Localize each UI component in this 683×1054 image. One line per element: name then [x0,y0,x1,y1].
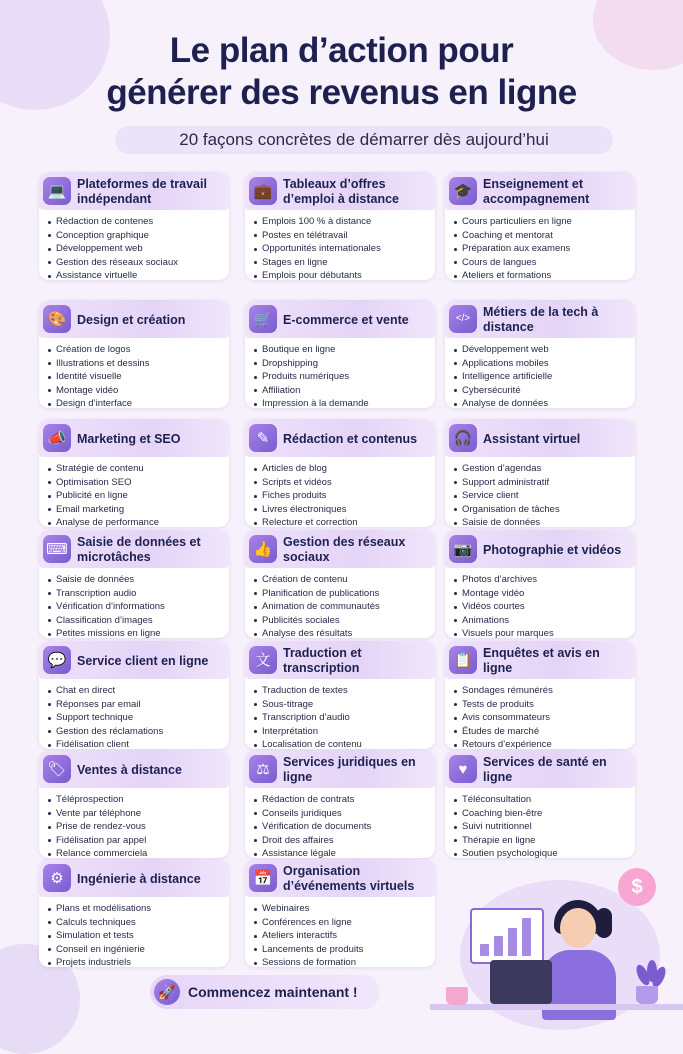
title-line-2: générer des revenus en ligne [106,73,577,112]
card-item-list [453,793,558,861]
list-item: Intelligence artificielle [453,370,552,384]
list-item: Stages en ligne [253,256,381,270]
list-item: Réponses par email [47,698,163,712]
headset-icon: 🎧 [449,424,477,452]
woman-at-laptop-illustration [430,860,683,1024]
card-title: Ventes à distance [77,762,182,777]
list-item: Sondages rémunérés [453,684,553,698]
list-item: Coaching et mentorat [453,229,572,243]
list-item: Prise de rendez-vous [47,820,147,834]
category-card [39,300,229,408]
card-title: Plateformes de travail indépendant [77,177,207,206]
card-item-list [253,684,362,752]
list-item: Visuels pour marques [453,627,554,641]
list-item: Animation de communautés [253,600,380,614]
card-header [245,300,435,338]
card-item-list [253,343,369,411]
category-card [445,641,635,749]
card-item-list [47,462,159,530]
pencil-icon: ✎ [249,424,277,452]
desk [430,1004,683,1010]
card-header [39,419,229,457]
list-item: Conseil en ingénierie [47,943,151,957]
category-card [445,750,635,858]
category-card [445,172,635,280]
keyboard-icon: ⌨ [43,535,71,563]
card-header [39,641,229,679]
list-item: Transcription audio [47,587,165,601]
list-item: Publicités sociales [253,614,380,628]
card-item-list [253,793,371,861]
card-header [39,750,229,788]
list-item: Dropshipping [253,357,369,371]
list-item: Classification d’images [47,614,165,628]
face [560,908,596,948]
list-item: Cours de langues [453,256,572,270]
list-item: Téléconsultation [453,793,558,807]
title-line-1: Le plan d’action pour [169,31,514,70]
list-item: Analyse des résultats [253,627,380,641]
category-card [245,172,435,280]
list-item: Sessions de formation [253,956,363,970]
list-item: Opportunités internationales [253,242,381,256]
list-item: Support technique [47,711,163,725]
list-item: Conférences en ligne [253,916,363,930]
list-item: Design d’interface [47,397,149,411]
list-item: Thérapie en ligne [453,834,558,848]
list-item: Impression à la demande [253,397,369,411]
card-item-list [253,573,380,641]
gear-icon: ⚙ [43,864,71,892]
list-item: Interprétation [253,725,362,739]
list-item: Vidéos courtes [453,600,554,614]
list-item: Simulation et tests [47,929,151,943]
card-header [39,300,229,338]
list-item: Saisie de données [47,573,165,587]
list-item: Applications mobiles [453,357,552,371]
list-item: Boutique en ligne [253,343,369,357]
list-item: Tests de produits [453,698,553,712]
list-item: Téléprospection [47,793,147,807]
list-item: Animations [453,614,554,628]
card-title: Services de santé en ligne [483,755,607,784]
card-item-list [47,215,178,283]
list-item: Gestion des réclamations [47,725,163,739]
card-header [445,172,635,210]
laptop-icon: 💻 [43,177,71,205]
card-item-list [47,793,147,861]
list-item: Chat en direct [47,684,163,698]
list-item: Cours particuliers en ligne [453,215,572,229]
list-item: Articles de blog [253,462,358,476]
list-item: Scripts et vidéos [253,476,358,490]
card-item-list [47,684,163,752]
list-item: Vente par téléphone [47,807,147,821]
laptop-icon [490,960,552,1004]
list-item: Création de logos [47,343,149,357]
card-title: Métiers de la tech à distance [483,305,599,334]
card-title: Tableaux d’offres d’emploi à distance [283,177,400,206]
list-item: Fidélisation client [47,738,163,752]
list-item: Organisation de tâches [453,503,560,517]
card-title: Marketing et SEO [77,431,181,446]
card-header [245,859,435,897]
list-item: Ateliers interactifs [253,929,363,943]
card-header [245,419,435,457]
category-card [245,530,435,638]
graduation-cap-icon: 🎓 [449,177,477,205]
list-item: Rédaction de contenes [47,215,178,229]
list-item: Gestion d’agendas [453,462,560,476]
list-item: Développement web [47,242,178,256]
card-title: Design et création [77,312,186,327]
list-item: Montage vidéo [453,587,554,601]
list-item: Livres électroniques [253,503,358,517]
list-item: Avis consommateurs [453,711,553,725]
card-title: Assistant virtuel [483,431,581,446]
list-item: Études de marché [453,725,553,739]
list-item: Coaching bien-être [453,807,558,821]
heart-pulse-icon: ♥ [449,755,477,783]
list-item: Relance commerciela [47,847,147,861]
list-item: Localisation de contenu [253,738,362,752]
list-item: Relecture et correction [253,516,358,530]
list-item: Affiliation [253,384,369,398]
card-header [445,641,635,679]
card-item-list [453,462,560,530]
card-item-list [253,902,363,970]
list-item: Droit des affaires [253,834,371,848]
calendar-icon: 📅 [249,864,277,892]
card-header [39,859,229,897]
card-title: Enseignement et accompagnement [483,177,590,206]
rocket-icon: 🚀 [154,979,180,1005]
list-item: Fiches produits [253,489,358,503]
category-card [39,859,229,967]
card-header [245,641,435,679]
card-item-list [453,573,554,641]
category-card [245,750,435,858]
translate-icon: 文 [249,646,277,674]
list-item: Transcription d’audio [253,711,362,725]
list-item: Développement web [453,343,552,357]
list-item: Stratégie de contenu [47,462,159,476]
card-title: Traduction et transcription [283,646,362,675]
list-item: Projets industriels [47,956,151,970]
list-item: Ateliers et formations [453,269,572,283]
list-item: Analyse de données [453,397,552,411]
scales-icon: ⚖ [249,755,277,783]
list-item: Emplois 100 % à distance [253,215,381,229]
category-card [445,419,635,527]
list-item: Conception graphique [47,229,178,243]
list-item: Création de contenu [253,573,380,587]
list-item: Traduction de textes [253,684,362,698]
growth-chart-board [470,908,544,964]
card-title: Rédaction et contenus [283,431,418,446]
list-item: Publicité en ligne [47,489,159,503]
list-item: Analyse de performance [47,516,159,530]
price-tag-icon: 🏷 [43,755,71,783]
category-card [39,750,229,858]
card-title: Photographie et vidéos [483,542,622,557]
card-header [445,530,635,568]
list-item: Postes en télétravail [253,229,381,243]
start-now-label: Commencez maintenant ! [188,984,358,1000]
list-item: Soutien psychologique [453,847,558,861]
list-item: Préparation aux examens [453,242,572,256]
card-title: Gestion des réseaux sociaux [283,535,406,564]
list-item: Optimisation SEO [47,476,159,490]
card-header [445,419,635,457]
list-item: Suivi nutritionnel [453,820,558,834]
category-card [245,419,435,527]
list-item: Fidélisation par appel [47,834,147,848]
list-item: Assistance virtuelle [47,269,178,283]
list-item: Assistance légale [253,847,371,861]
list-item: Illustrations et dessins [47,357,149,371]
list-item: Retours d’expérience [453,738,553,752]
list-item: Petites missions en ligne [47,627,165,641]
list-item: Webinaires [253,902,363,916]
category-card [39,172,229,280]
code-icon: </> [449,305,477,333]
card-item-list [453,343,552,411]
card-title: Ingénierie à distance [77,871,201,886]
card-header [445,750,635,788]
chat-bubble-icon: 💬 [43,646,71,674]
list-item: Vérification d’informations [47,600,165,614]
list-item: Produits numériques [253,370,369,384]
list-item: Rédaction de contrats [253,793,371,807]
list-item: Calculs techniques [47,916,151,930]
card-item-list [47,902,151,970]
card-header [39,530,229,568]
card-title: E-commerce et vente [283,312,409,327]
megaphone-icon: 📣 [43,424,71,452]
card-header [245,530,435,568]
card-title: Organisation d’événements virtuels [283,864,415,893]
list-item: Identité visuelle [47,370,149,384]
list-item: Lancements de produits [253,943,363,957]
mug-icon [446,987,468,1005]
list-item: Support administratif [453,476,560,490]
list-item: Cybersécurité [453,384,552,398]
list-item: Service client [453,489,560,503]
category-card [39,641,229,749]
list-item: Emplois pour débutants [253,269,381,283]
card-item-list [253,215,381,283]
shopping-cart-icon: 🛒 [249,305,277,333]
list-item: Photos d’archives [453,573,554,587]
category-card [39,530,229,638]
list-item: Planification de publications [253,587,380,601]
camera-icon: 📷 [449,535,477,563]
card-header [39,172,229,210]
page-title [0,30,683,114]
card-header [245,750,435,788]
category-card [245,300,435,408]
social-media-icon: 👍 [249,535,277,563]
list-item: Conseils juridiques [253,807,371,821]
card-title: Services juridiques en ligne [283,755,416,784]
category-card [39,419,229,527]
list-item: Sous-titrage [253,698,362,712]
category-card [445,300,635,408]
card-item-list [47,343,149,411]
list-item: Gestion des réseaux sociaux [47,256,178,270]
card-header [245,172,435,210]
dollar-coin-icon: $ [618,868,656,906]
list-item: Montage vidéo [47,384,149,398]
category-card [445,530,635,638]
list-item: Email marketing [47,503,159,517]
card-title: Service client en ligne [77,653,209,668]
card-item-list [453,684,553,752]
category-card [245,641,435,749]
category-card [245,859,435,967]
list-item: Vérification de documents [253,820,371,834]
page-subtitle: 20 façons concrètes de démarrer dès aujourd’hui [115,126,613,154]
card-header [445,300,635,338]
card-title: Saisie de données et microtâches [77,535,201,564]
list-item: Saisie de données [453,516,560,530]
palette-icon: 🎨 [43,305,71,333]
plant-pot [636,986,658,1004]
card-item-list [253,462,358,530]
card-title: Enquêtes et avis en ligne [483,646,600,675]
card-item-list [47,573,165,641]
card-item-list [453,215,572,283]
clipboard-check-icon: 📋 [449,646,477,674]
list-item: Plans et modélisations [47,902,151,916]
start-now-button[interactable] [150,975,380,1009]
briefcase-icon: 💼 [249,177,277,205]
